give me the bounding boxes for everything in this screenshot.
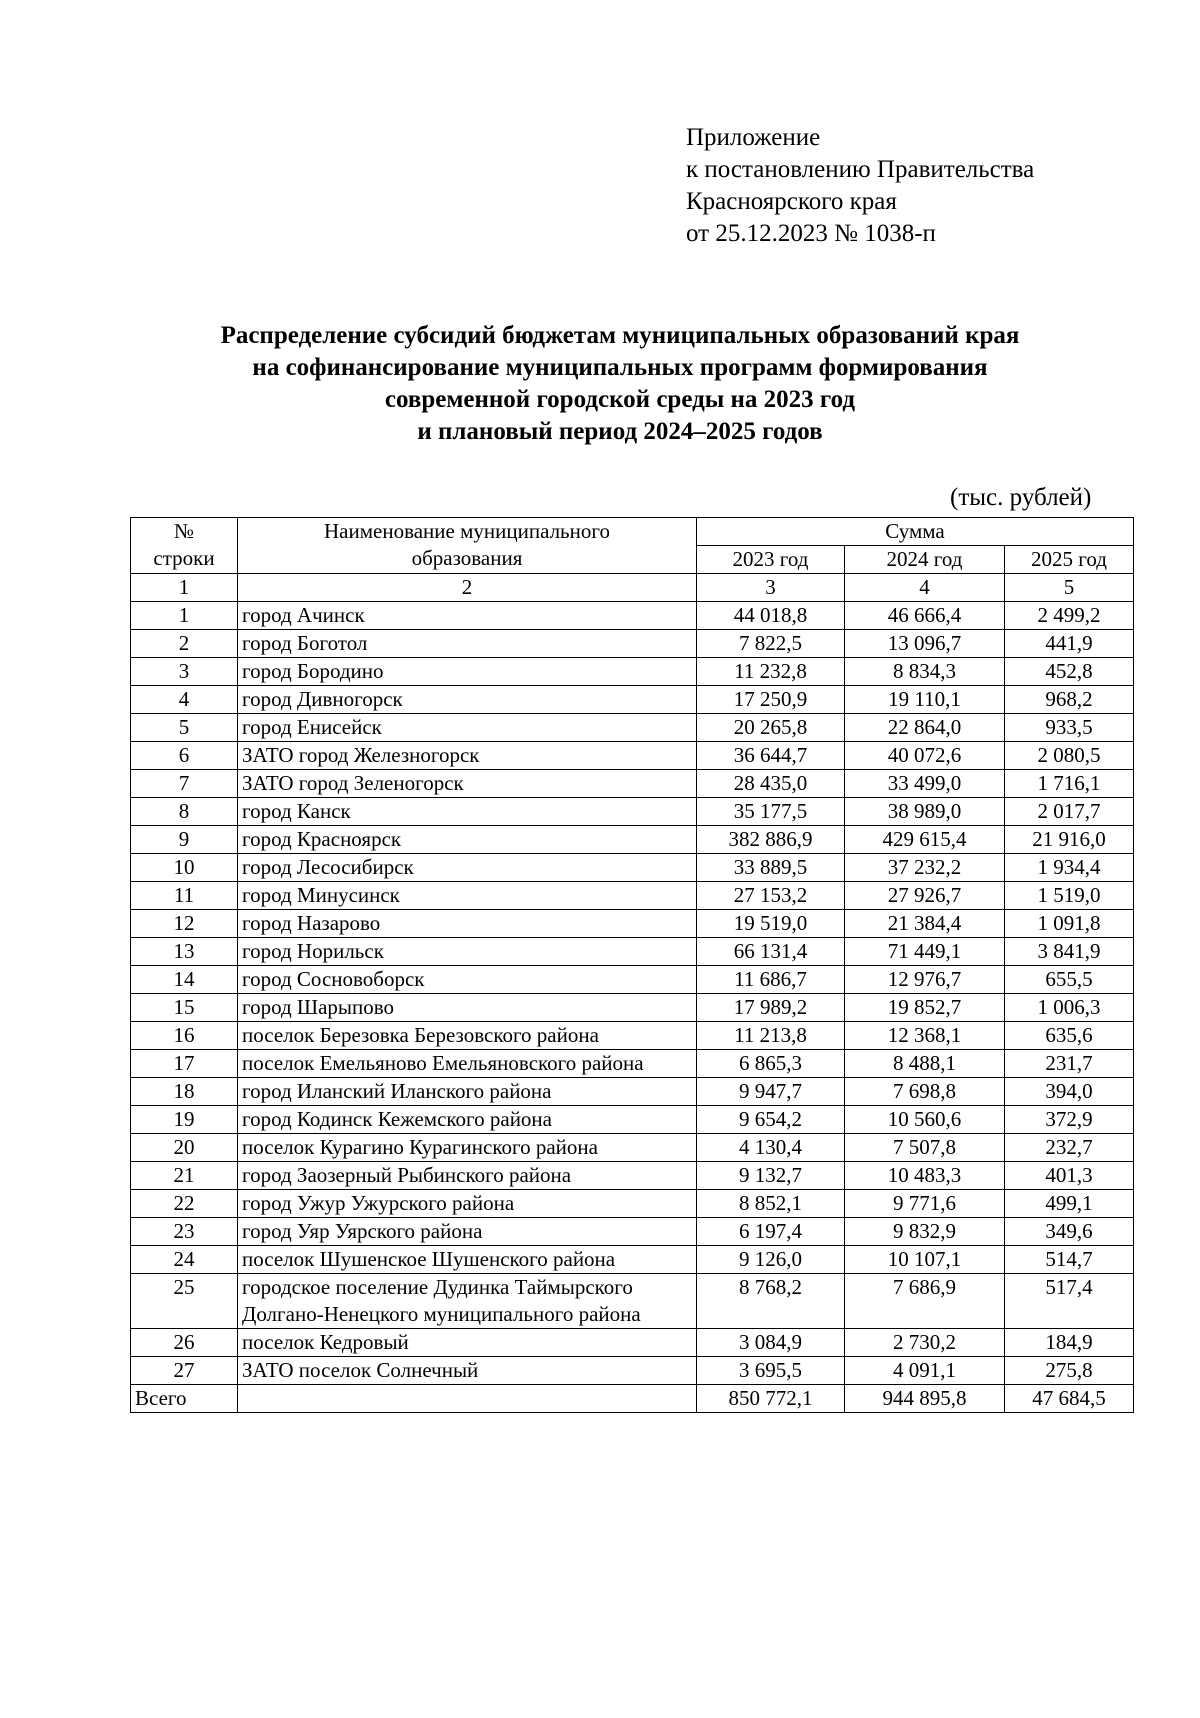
municipality-name: ЗАТО город Железногорск: [238, 742, 697, 770]
row-number: 24: [131, 1246, 238, 1274]
value-2025: 21 916,0: [1005, 826, 1134, 854]
value-2025: 349,6: [1005, 1218, 1134, 1246]
value-2025: 231,7: [1005, 1050, 1134, 1078]
row-number: 27: [131, 1357, 238, 1385]
header-name: Наименование муниципального образования: [238, 518, 697, 574]
total-2024: 944 895,8: [845, 1385, 1005, 1413]
value-2023: 3 084,9: [697, 1329, 845, 1357]
table-row: [131, 1162, 1134, 1190]
value-2023: 9 132,7: [697, 1162, 845, 1190]
municipality-name: город Кодинск Кежемского района: [238, 1106, 697, 1134]
value-2024: 10 560,6: [845, 1106, 1005, 1134]
value-2025: 499,1: [1005, 1190, 1134, 1218]
value-2023: 7 822,5: [697, 630, 845, 658]
appendix-line: к постановлению Правительства: [686, 156, 1035, 183]
value-2024: 9 832,9: [845, 1218, 1005, 1246]
total-row: [131, 1385, 1134, 1413]
value-2023: 44 018,8: [697, 602, 845, 630]
row-number: 10: [131, 854, 238, 882]
title-line: современной городской среды на 2023 год: [384, 386, 856, 413]
table-row: [131, 1190, 1134, 1218]
table-row: [131, 938, 1134, 966]
municipality-name: ЗАТО поселок Солнечный: [238, 1357, 697, 1385]
municipality-name: город Боготол: [238, 630, 697, 658]
table-row: [131, 1022, 1134, 1050]
subsidy-table: [130, 517, 1134, 1413]
title-line: на софинансирование муниципальных программ формирования: [252, 354, 988, 381]
table-row: [131, 1078, 1134, 1106]
municipality-name: город Канск: [238, 798, 697, 826]
table-row: [131, 770, 1134, 798]
value-2023: 11 213,8: [697, 1022, 845, 1050]
value-2024: 46 666,4: [845, 602, 1005, 630]
row-number: 12: [131, 910, 238, 938]
total-2025: 47 684,5: [1005, 1385, 1134, 1413]
municipality-name: поселок Шушенское Шушенского района: [238, 1246, 697, 1274]
row-number: 3: [131, 658, 238, 686]
value-2023: 33 889,5: [697, 854, 845, 882]
value-2024: 2 730,2: [845, 1329, 1005, 1357]
value-2024: 37 232,2: [845, 854, 1005, 882]
value-2023: 28 435,0: [697, 770, 845, 798]
value-2025: 1 006,3: [1005, 994, 1134, 1022]
value-2023: 9 126,0: [697, 1246, 845, 1274]
row-number: 25: [131, 1274, 238, 1329]
municipality-name: город Норильск: [238, 938, 697, 966]
value-2025: 655,5: [1005, 966, 1134, 994]
row-number: 19: [131, 1106, 238, 1134]
value-2025: 2 080,5: [1005, 742, 1134, 770]
value-2024: 71 449,1: [845, 938, 1005, 966]
value-2024: 10 483,3: [845, 1162, 1005, 1190]
municipality-name: город Енисейск: [238, 714, 697, 742]
title-line: и плановый период 2024–2025 годов: [417, 418, 823, 445]
header-year-2024: 2024 год: [845, 546, 1005, 574]
table-row: [131, 966, 1134, 994]
value-2024: 12 976,7: [845, 966, 1005, 994]
column-numbers-row: [131, 574, 1134, 602]
row-number: 15: [131, 994, 238, 1022]
value-2025: 514,7: [1005, 1246, 1134, 1274]
appendix-line: от 25.12.2023 № 1038-п: [686, 220, 936, 247]
municipality-name: поселок Курагино Курагинского района: [238, 1134, 697, 1162]
table-row: [131, 1329, 1134, 1357]
table-body: [131, 602, 1134, 1385]
value-2024: 8 488,1: [845, 1050, 1005, 1078]
row-number: 7: [131, 770, 238, 798]
value-2025: 232,7: [1005, 1134, 1134, 1162]
municipality-name: город Красноярск: [238, 826, 697, 854]
table-row: [131, 1246, 1134, 1274]
value-2024: 7 686,9: [845, 1274, 1005, 1329]
value-2025: 635,6: [1005, 1022, 1134, 1050]
table-row: [131, 882, 1134, 910]
value-2025: 452,8: [1005, 658, 1134, 686]
value-2023: 8 852,1: [697, 1190, 845, 1218]
value-2023: 4 130,4: [697, 1134, 845, 1162]
value-2025: 401,3: [1005, 1162, 1134, 1190]
value-2024: 7 698,8: [845, 1078, 1005, 1106]
value-2024: 4 091,1: [845, 1357, 1005, 1385]
table-row: [131, 1050, 1134, 1078]
header-sum: Сумма: [697, 518, 1134, 546]
value-2024: 13 096,7: [845, 630, 1005, 658]
row-number: 20: [131, 1134, 238, 1162]
municipality-name: ЗАТО город Зеленогорск: [238, 770, 697, 798]
row-number: 17: [131, 1050, 238, 1078]
row-number: 16: [131, 1022, 238, 1050]
value-2024: 10 107,1: [845, 1246, 1005, 1274]
municipality-name: город Лесосибирск: [238, 854, 697, 882]
value-2025: 2 017,7: [1005, 798, 1134, 826]
table-row: [131, 826, 1134, 854]
table-row: [131, 798, 1134, 826]
row-number: 26: [131, 1329, 238, 1357]
value-2023: 35 177,5: [697, 798, 845, 826]
municipality-name: город Заозерный Рыбинского района: [238, 1162, 697, 1190]
municipality-name: город Бородино: [238, 658, 697, 686]
title-line: Распределение субсидий бюджетам муниципальных образований края: [220, 322, 1020, 349]
municipality-name: город Минусинск: [238, 882, 697, 910]
municipality-name: поселок Березовка Березовского района: [238, 1022, 697, 1050]
value-2025: 1 716,1: [1005, 770, 1134, 798]
value-2024: 40 072,6: [845, 742, 1005, 770]
value-2023: 3 695,5: [697, 1357, 845, 1385]
value-2025: 968,2: [1005, 686, 1134, 714]
row-number: 8: [131, 798, 238, 826]
row-number: 21: [131, 1162, 238, 1190]
value-2025: 184,9: [1005, 1329, 1134, 1357]
municipality-name: город Шарыпово: [238, 994, 697, 1022]
value-2025: 1 091,8: [1005, 910, 1134, 938]
column-number: 1: [131, 574, 238, 602]
value-2024: 38 989,0: [845, 798, 1005, 826]
table-row: [131, 1134, 1134, 1162]
value-2023: 36 644,7: [697, 742, 845, 770]
municipality-name: поселок Кедровый: [238, 1329, 697, 1357]
header-year-2025: 2025 год: [1005, 546, 1134, 574]
table-row: [131, 910, 1134, 938]
value-2023: 66 131,4: [697, 938, 845, 966]
value-2025: 517,4: [1005, 1274, 1134, 1329]
appendix-line: Приложение: [686, 124, 821, 151]
value-2024: 22 864,0: [845, 714, 1005, 742]
value-2025: 372,9: [1005, 1106, 1134, 1134]
value-2023: 11 686,7: [697, 966, 845, 994]
column-number: 2: [238, 574, 697, 602]
value-2025: 2 499,2: [1005, 602, 1134, 630]
row-number: 13: [131, 938, 238, 966]
value-2024: 19 110,1: [845, 686, 1005, 714]
value-2023: 20 265,8: [697, 714, 845, 742]
document-title: [120, 320, 1120, 448]
value-2025: 1 934,4: [1005, 854, 1134, 882]
value-2024: 429 615,4: [845, 826, 1005, 854]
value-2024: 12 368,1: [845, 1022, 1005, 1050]
table-row: [131, 1274, 1134, 1329]
appendix-line: Красноярского края: [686, 188, 897, 215]
table-row: [131, 686, 1134, 714]
value-2024: 27 926,7: [845, 882, 1005, 910]
row-number: 22: [131, 1190, 238, 1218]
header-year-2023: 2023 год: [697, 546, 845, 574]
value-2024: 19 852,7: [845, 994, 1005, 1022]
table-row: [131, 854, 1134, 882]
row-number: 23: [131, 1218, 238, 1246]
value-2025: 933,5: [1005, 714, 1134, 742]
value-2024: 9 771,6: [845, 1190, 1005, 1218]
table-row: [131, 742, 1134, 770]
table-row: [131, 1218, 1134, 1246]
table-row: [131, 630, 1134, 658]
total-2023: 850 772,1: [697, 1385, 845, 1413]
value-2023: 9 947,7: [697, 1078, 845, 1106]
table-row: [131, 1357, 1134, 1385]
municipality-name: городское поселение Дудинка Таймырского Долгано-Ненецкого муниципального района: [238, 1274, 697, 1329]
value-2023: 6 197,4: [697, 1218, 845, 1246]
row-number: 1: [131, 602, 238, 630]
table-row: [131, 994, 1134, 1022]
municipality-name: город Иланский Иланского района: [238, 1078, 697, 1106]
value-2025: 394,0: [1005, 1078, 1134, 1106]
value-2023: 6 865,3: [697, 1050, 845, 1078]
row-number: 18: [131, 1078, 238, 1106]
value-2023: 8 768,2: [697, 1274, 845, 1329]
municipality-name: поселок Емельяново Емельяновского района: [238, 1050, 697, 1078]
row-number: 14: [131, 966, 238, 994]
value-2023: 11 232,8: [697, 658, 845, 686]
value-2025: 1 519,0: [1005, 882, 1134, 910]
municipality-name: город Ужур Ужурского района: [238, 1190, 697, 1218]
municipality-name: город Ачинск: [238, 602, 697, 630]
value-2024: 7 507,8: [845, 1134, 1005, 1162]
row-number: 6: [131, 742, 238, 770]
column-number: 5: [1005, 574, 1134, 602]
table-row: [131, 1106, 1134, 1134]
row-number: 9: [131, 826, 238, 854]
row-number: 4: [131, 686, 238, 714]
value-2025: 275,8: [1005, 1357, 1134, 1385]
value-2024: 8 834,3: [845, 658, 1005, 686]
header-row-number: № строки: [131, 518, 238, 574]
value-2023: 27 153,2: [697, 882, 845, 910]
municipality-name: город Дивногорск: [238, 686, 697, 714]
units-label: (тыс. рублей): [950, 484, 1092, 511]
municipality-name: город Сосновоборск: [238, 966, 697, 994]
row-number: 11: [131, 882, 238, 910]
row-number: 5: [131, 714, 238, 742]
table-row: [131, 658, 1134, 686]
value-2025: 441,9: [1005, 630, 1134, 658]
table-row: [131, 602, 1134, 630]
municipality-name: город Назарово: [238, 910, 697, 938]
value-2023: 17 989,2: [697, 994, 845, 1022]
municipality-name: город Уяр Уярского района: [238, 1218, 697, 1246]
total-label: Всего: [131, 1385, 238, 1413]
row-number: 2: [131, 630, 238, 658]
value-2023: 9 654,2: [697, 1106, 845, 1134]
total-empty-cell: [238, 1385, 697, 1413]
table-row: [131, 714, 1134, 742]
value-2023: 17 250,9: [697, 686, 845, 714]
value-2023: 19 519,0: [697, 910, 845, 938]
value-2024: 21 384,4: [845, 910, 1005, 938]
value-2024: 33 499,0: [845, 770, 1005, 798]
value-2023: 382 886,9: [697, 826, 845, 854]
appendix-block: [686, 122, 1034, 250]
value-2025: 3 841,9: [1005, 938, 1134, 966]
column-number: 3: [697, 574, 845, 602]
column-number: 4: [845, 574, 1005, 602]
